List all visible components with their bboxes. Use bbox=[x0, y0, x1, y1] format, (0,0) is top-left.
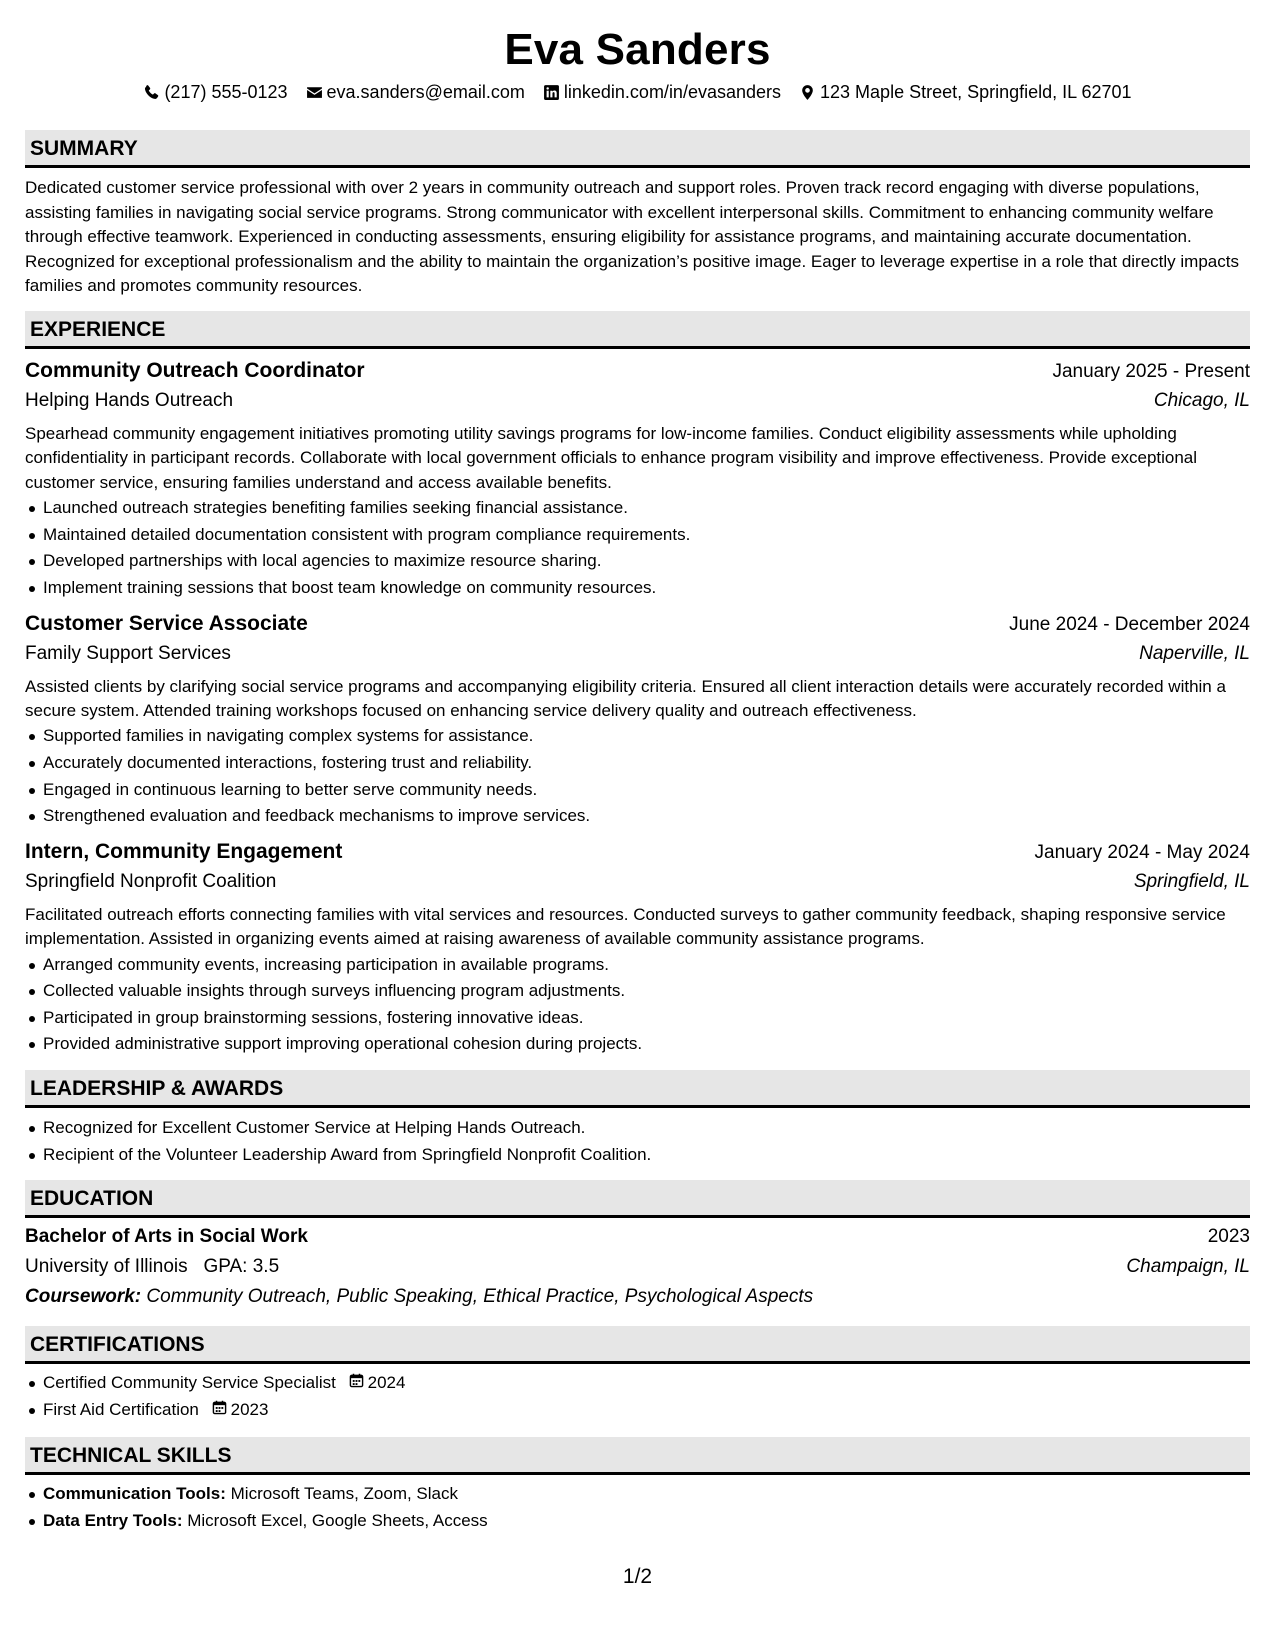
education-entry bbox=[25, 1218, 1250, 1326]
list-item: Launched outreach strategies benefiting families seeking financial assistance. bbox=[25, 495, 1250, 522]
school-line bbox=[25, 1252, 279, 1282]
list-item: Recipient of the Volunteer Leadership Award from Springfield Nonprofit Coalition. bbox=[25, 1142, 1250, 1169]
list-item: Recognized for Excellent Customer Service at Helping Hands Outreach. bbox=[25, 1115, 1250, 1142]
section-heading: CERTIFICATIONS bbox=[25, 1326, 1250, 1364]
job-title: Community Outreach Coordinator bbox=[25, 358, 365, 382]
degree: Bachelor of Arts in Social Work bbox=[25, 1226, 308, 1248]
job-location: Naperville, IL bbox=[1139, 642, 1250, 664]
job-entry bbox=[25, 830, 1250, 1064]
list-item: Implement training sessions that boost team knowledge on community resources. bbox=[25, 575, 1250, 602]
coursework bbox=[25, 1282, 1250, 1312]
contact-bar bbox=[25, 76, 1250, 108]
certifications-section bbox=[25, 1326, 1250, 1437]
cert-name: Certified Community Service Specialist bbox=[43, 1373, 336, 1393]
coursework-label: Coursework: bbox=[25, 1286, 142, 1308]
list-item: Maintained detailed documentation consistent with program compliance requirements. bbox=[25, 522, 1250, 549]
cert-date bbox=[349, 1370, 406, 1397]
job-description: Spearhead community engagement initiatives promoting utility savings programs for low-income families. Conduct eligibility assessments while upholding confidentiality in participant records. Collaborate with local government officials to enhance program visibility and improve effectiveness. Provide exceptional customer service, ensuring families understand and access available benefits. bbox=[25, 423, 1198, 492]
list-item: Collected valuable insights through surveys influencing program adjustments. bbox=[25, 978, 1250, 1005]
candidate-name: Eva Sanders bbox=[504, 25, 771, 74]
section-heading: SUMMARY bbox=[25, 130, 1250, 168]
contact-linkedin[interactable]: linkedin.com/in/evasanders bbox=[543, 80, 781, 104]
job-bullets bbox=[25, 495, 1250, 601]
cert-date bbox=[212, 1397, 269, 1424]
graduation-year: 2023 bbox=[1207, 1226, 1250, 1248]
gpa: GPA: 3.5 bbox=[203, 1256, 280, 1278]
job-bullets bbox=[25, 723, 1250, 829]
job-bullets bbox=[25, 952, 1250, 1058]
list-item: Arranged community events, increasing participation in available programs. bbox=[25, 952, 1250, 979]
job-org: Springfield Nonprofit Coalition bbox=[25, 870, 277, 892]
list-item bbox=[25, 1481, 1250, 1508]
section-heading: TECHNICAL SKILLS bbox=[25, 1437, 1250, 1475]
contact-phone: (217) 555-0123 bbox=[143, 80, 287, 104]
job-date: January 2025 - Present bbox=[1052, 360, 1250, 382]
job-title: Customer Service Associate bbox=[25, 611, 308, 635]
resume-page bbox=[25, 0, 1250, 1535]
list-item: Strengthened evaluation and feedback mechanisms to improve services. bbox=[25, 803, 1250, 830]
job-location: Springfield, IL bbox=[1133, 870, 1250, 892]
school-name: University of Illinois bbox=[25, 1256, 188, 1278]
list-item: Supported families in navigating complex systems for assistance. bbox=[25, 723, 1250, 750]
skill-label: Communication Tools: bbox=[43, 1484, 226, 1504]
contact-address: 123 Maple Street, Springfield, IL 62701 bbox=[799, 80, 1132, 104]
summary-section bbox=[25, 130, 1250, 311]
map-pin-icon bbox=[799, 84, 816, 101]
awards-list bbox=[25, 1108, 1250, 1180]
coursework-list: Community Outreach, Public Speaking, Ethical Practice, Psychological Aspects bbox=[146, 1286, 814, 1308]
skills-section bbox=[25, 1437, 1250, 1534]
section-heading: LEADERSHIP & AWARDS bbox=[25, 1070, 1250, 1108]
list-item bbox=[25, 1508, 1250, 1535]
certifications-list bbox=[25, 1364, 1250, 1437]
school-location: Champaign, IL bbox=[1126, 1256, 1250, 1278]
page-number: 1/2 bbox=[622, 1565, 653, 1588]
contact-email[interactable]: eva.sanders@email.com bbox=[306, 80, 525, 104]
job-location: Chicago, IL bbox=[1153, 389, 1250, 411]
education-section bbox=[25, 1180, 1250, 1326]
job-org: Family Support Services bbox=[25, 642, 231, 664]
awards-section bbox=[25, 1070, 1250, 1180]
skill-value: Microsoft Excel, Google Sheets, Access bbox=[187, 1510, 488, 1530]
job-description: Assisted clients by clarifying social service programs and accompanying eligibility criteria. Ensured all client interaction details were accurately recorded within a secure system. Attended training workshops focused on enhancing service delivery quality and outreach effectiveness. bbox=[25, 676, 1226, 720]
calendar-icon bbox=[349, 1370, 364, 1397]
job-description: Facilitated outreach efforts connecting families with vital services and resources. Conducted surveys to gather community feedback, shaping responsive service implementation. Assisted in organizing events aimed at raising awareness of available community assistance programs. bbox=[25, 904, 1226, 949]
list-item: Accurately documented interactions, fostering trust and reliability. bbox=[25, 750, 1250, 777]
envelope-icon bbox=[306, 84, 323, 101]
calendar-icon bbox=[212, 1397, 227, 1424]
list-item bbox=[25, 1370, 1250, 1397]
cert-year: 2023 bbox=[230, 1399, 269, 1419]
summary-text: Dedicated customer service professional with over 2 years in community outreach and support roles. Proven track record engaging with diverse populations, assisting families in navigating social service programs. Strong communicator with excellent interpersonal skills. Commitment to enhancing community welfare through effective teamwork. Experienced in conducting assessments, ensuring eligibility for assistance programs, and maintaining accurate documentation. Recognized for exceptional professionalism and the ability to maintain the organization’s positive image. Eager to leverage expertise in a role that directly impacts families and promotes community resources. bbox=[25, 178, 1239, 296]
section-heading: EDUCATION bbox=[25, 1180, 1250, 1218]
phone-icon bbox=[143, 84, 160, 101]
job-org: Helping Hands Outreach bbox=[25, 389, 234, 411]
list-item: Provided administrative support improving operational cohesion during projects. bbox=[25, 1031, 1250, 1058]
job-entry bbox=[25, 602, 1250, 830]
linkedin-icon bbox=[543, 84, 560, 101]
cert-name: First Aid Certification bbox=[43, 1399, 199, 1419]
list-item bbox=[25, 1397, 1250, 1424]
job-title: Intern, Community Engagement bbox=[25, 839, 343, 863]
job-date: January 2024 - May 2024 bbox=[1034, 841, 1250, 863]
list-item: Participated in group brainstorming sessions, fostering innovative ideas. bbox=[25, 1005, 1250, 1032]
job-date: June 2024 - December 2024 bbox=[1009, 613, 1250, 635]
job-entry bbox=[25, 349, 1250, 602]
experience-section bbox=[25, 311, 1250, 1064]
skills-list bbox=[25, 1475, 1250, 1534]
section-heading: EXPERIENCE bbox=[25, 311, 1250, 349]
cert-year: 2024 bbox=[367, 1373, 406, 1393]
list-item: Engaged in continuous learning to better serve community needs. bbox=[25, 777, 1250, 804]
list-item: Developed partnerships with local agencies to maximize resource sharing. bbox=[25, 548, 1250, 575]
skill-label: Data Entry Tools: bbox=[43, 1510, 183, 1530]
skill-value: Microsoft Teams, Zoom, Slack bbox=[230, 1484, 458, 1504]
